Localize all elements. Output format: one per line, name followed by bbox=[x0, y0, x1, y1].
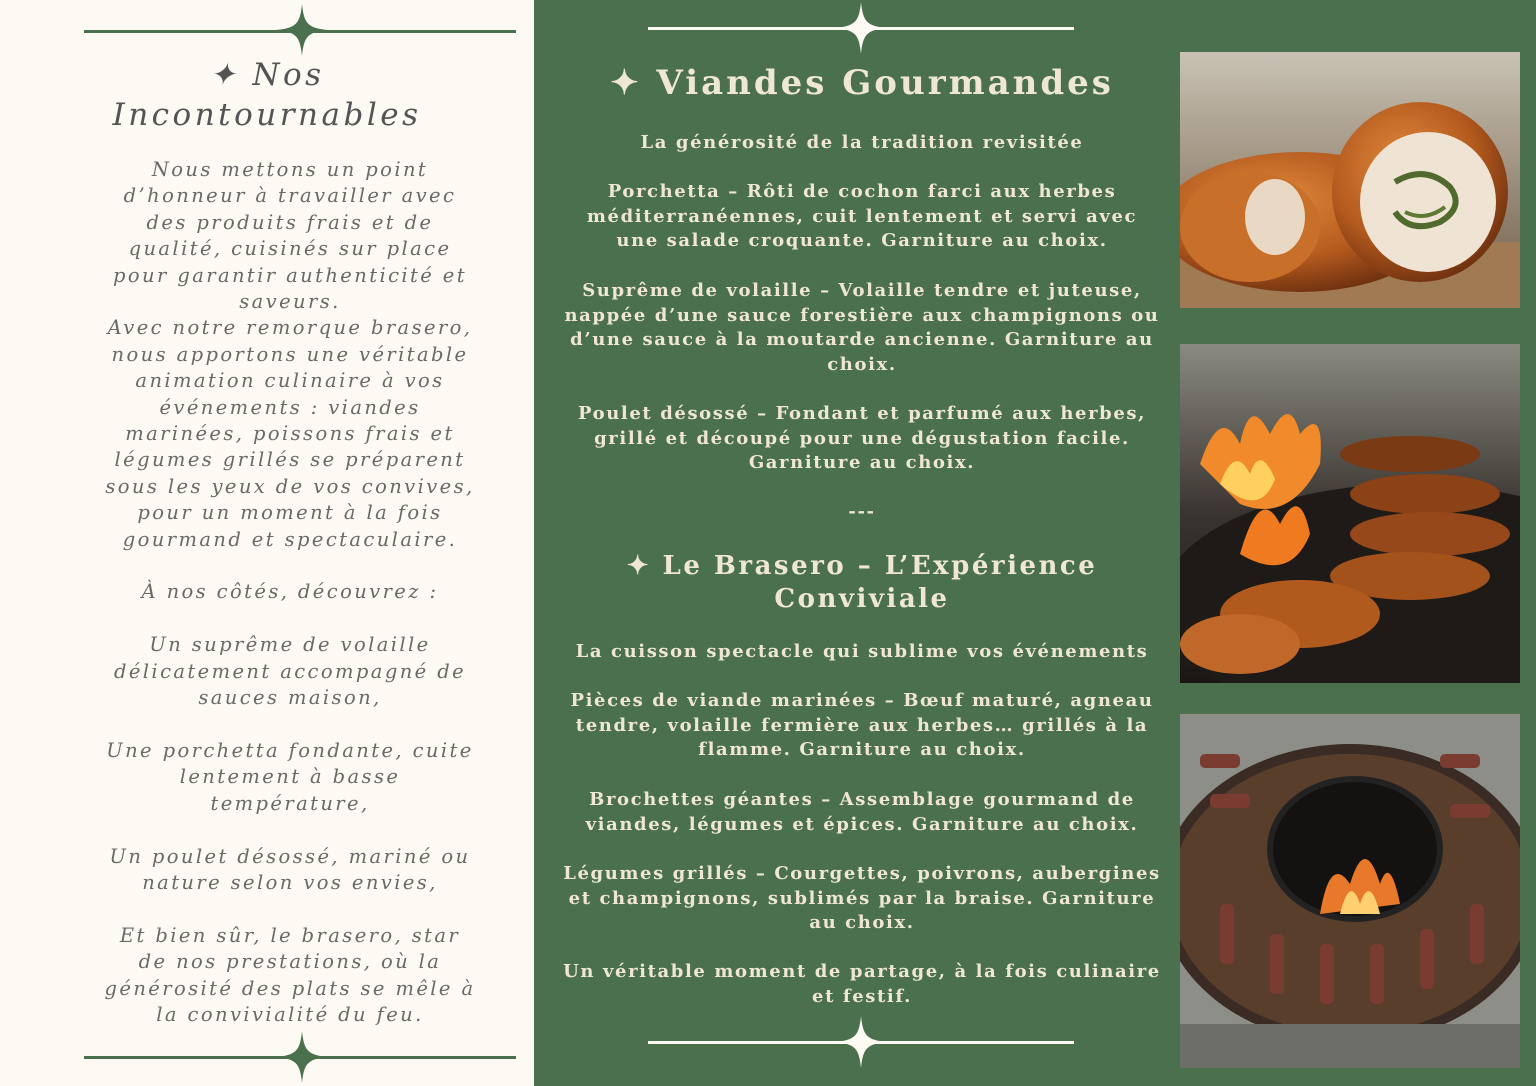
menu-item: Suprême de volaille – Volaille tendre et juteuse, nappée d’une sauce forestière aux champignons ou d’une sauce à la moutarde ancienne. Garniture au choix. bbox=[564, 280, 1160, 375]
brasero-title-line1: ✦ Le Brasero – L’Expérience bbox=[626, 551, 1098, 581]
viandes-body bbox=[562, 131, 1162, 156]
brasero-title-line2: Conviviale bbox=[774, 584, 950, 614]
animation-paragraph: Avec notre remorque brasero, nous apportons une véritable animation culinaire à vos événements : viandes marinées, poissons frais et légumes grillés se préparent sous les yeux de vos convives, pour un moment à la fois gourmand et spectaculaire. bbox=[105, 316, 475, 551]
intro-paragraph: Nous mettons un point d’honneur à travailler avec des produits frais et de qualité, cuisinés sur place pour garantir authenticité et saveurs. bbox=[113, 158, 467, 314]
menu-item: Légumes grillés – Courgettes, poivrons, aubergines et champignons, sublimés par la braise. Garniture au choix. bbox=[563, 863, 1161, 934]
menu-item: Brochettes géantes – Assemblage gourmand de viandes, légumes et épices. Garniture au choix. bbox=[585, 789, 1139, 835]
brasero-closing: Un véritable moment de partage, à la fois culinaire et festif. bbox=[563, 961, 1161, 1007]
four-point-star-icon bbox=[835, 1016, 887, 1068]
list-item: Un poulet désossé, mariné ou nature selon vos envies, bbox=[109, 844, 471, 894]
brasero-item-block bbox=[562, 788, 1162, 837]
four-point-star-icon bbox=[276, 1031, 328, 1083]
brasero-section bbox=[562, 550, 1162, 616]
four-point-star-icon bbox=[276, 4, 328, 56]
separator-block bbox=[562, 500, 1162, 525]
left-section-title: ✦ Nos Incontournables bbox=[112, 57, 422, 133]
brasero-subtitle-block bbox=[562, 640, 1162, 665]
brasero-subtitle: La cuisson spectacle qui sublime vos événements bbox=[575, 641, 1149, 662]
duck-brasero-photo bbox=[1180, 344, 1520, 683]
list-item: Une porchetta fondante, cuite lentement à basse température, bbox=[106, 738, 474, 815]
porchetta-photo bbox=[1180, 52, 1520, 308]
brasero-item-block bbox=[562, 689, 1162, 763]
menu-item: Pièces de viande marinées – Bœuf maturé, agneau tendre, volaille fermière aux herbes… grillés à la flamme. Garniture au choix. bbox=[570, 690, 1154, 761]
list-item: Et bien sûr, le brasero, star de nos prestations, où la générosité des plats se mêle à la convivialité du feu. bbox=[104, 923, 476, 1026]
list-item: Un suprême de volaille délicatement accompagné de sauces maison, bbox=[113, 633, 467, 710]
discover-line: À nos côtés, découvrez : bbox=[141, 580, 439, 604]
viandes-title: ✦ Viandes Gourmandes bbox=[610, 63, 1114, 103]
left-body bbox=[104, 157, 476, 1028]
four-point-star-icon bbox=[835, 2, 887, 54]
viandes-item-block bbox=[562, 402, 1162, 476]
viandes-section bbox=[562, 63, 1162, 103]
separator: --- bbox=[848, 501, 876, 522]
brasero-closing-block bbox=[562, 960, 1162, 1009]
viandes-item-block bbox=[562, 180, 1162, 254]
viandes-item-block bbox=[562, 279, 1162, 377]
skewers-brasero-photo bbox=[1180, 714, 1520, 1068]
viandes-subtitle: La générosité de la tradition revisitée bbox=[640, 132, 1084, 153]
menu-item: Porchetta – Rôti de cochon farci aux herbes méditerranéennes, cuit lentement et servi avec une salade croquante. Garniture au choix. bbox=[586, 181, 1138, 252]
menu-item: Poulet désossé – Fondant et parfumé aux herbes, grillé et découpé pour une dégustation facile. Garniture au choix. bbox=[577, 403, 1147, 474]
brasero-item-block bbox=[562, 862, 1162, 936]
